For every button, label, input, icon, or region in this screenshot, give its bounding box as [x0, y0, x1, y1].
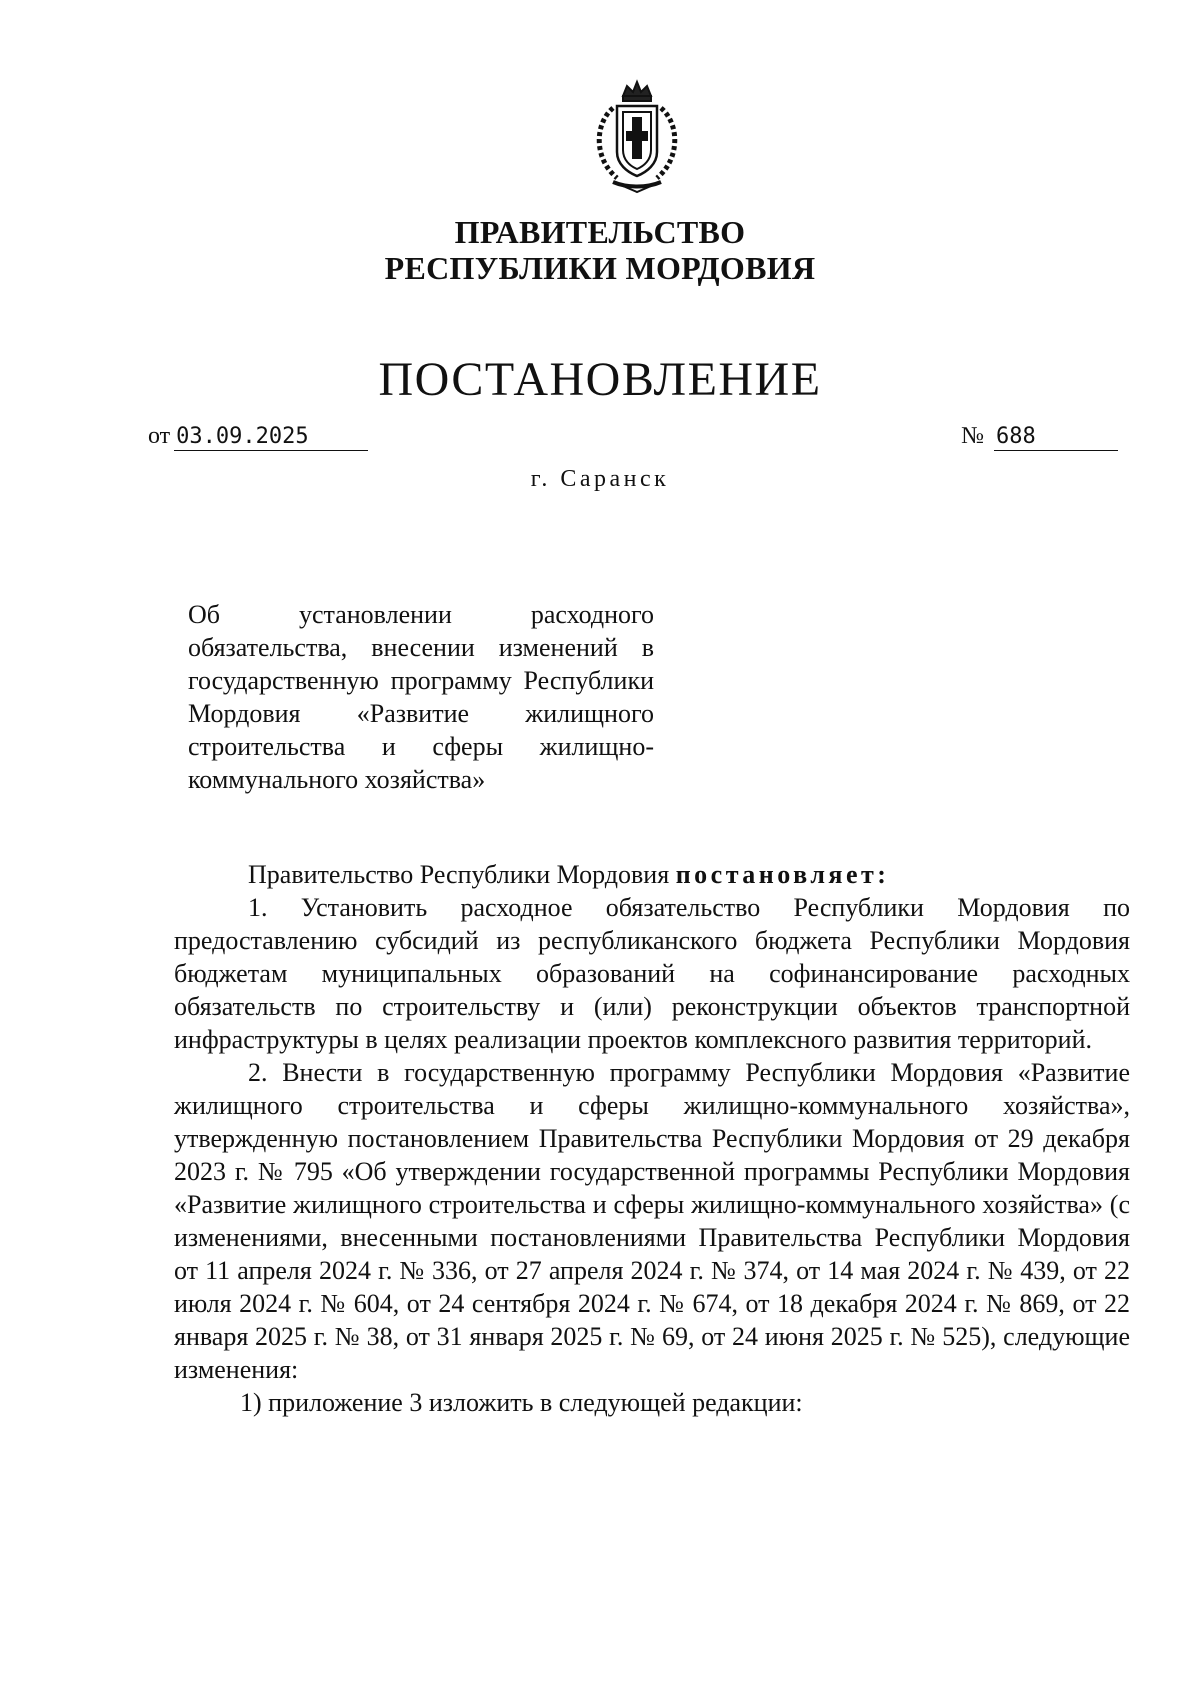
intro-text: Правительство Республики Мордовия	[248, 860, 670, 889]
date-prefix: от	[148, 423, 171, 449]
paragraph-2: 2. Внести в государственную программу Республики Мордовия «Развитие жилищного строительства и сферы жилищно-коммунального хозяйства», утвержденную постановлением Правительства Республики Мордовия от 29 декабря 2023 г. № 795 «Об утверждении государственной программы Республики Мордовия «Развитие жилищного строительства и сферы жилищно-коммунального хозяйства» (с изменениями, внесенными постановлениями Правительства Республики Мордовия от 11 апреля 2024 г. № 336, от 27 апреля 2024 г. № 374, от 14 мая 2024 г. № 439, от 22 июля 2024 г. № 604, от 24 сентября 2024 г. № 674, от 18 декабря 2024 г. № 869, от 22 января 2025 г. № 38, от 31 января 2025 г. № 69, от 24 июня 2025 г. № 525), следующие изменения:	[174, 1058, 1130, 1384]
government-title-line-2: РЕСПУБЛИКИ МОРДОВИЯ	[384, 250, 816, 286]
paragraph-3: 1) приложение 3 изложить в следующей редакции:	[240, 1388, 803, 1417]
document-body	[174, 858, 1130, 1419]
coat-of-arms-emblem	[583, 78, 691, 196]
city-name: г. Саранск	[530, 466, 670, 492]
document-date: 03.09.2025	[174, 424, 368, 451]
document-subject: Об установлении расходного обязательства, внесении изменений в государственную программу Республики Мордовия «Развитие жилищного строительства и сферы жилищно-коммунального хозяйства»	[188, 600, 654, 794]
document-type-title: ПОСТАНОВЛЕНИЕ	[378, 353, 822, 406]
body-intro	[174, 858, 1130, 891]
decree-word: постановляет:	[675, 860, 890, 889]
government-title-line-1: ПРАВИТЕЛЬСТВО	[454, 214, 746, 250]
number-prefix: №	[961, 423, 984, 449]
date-line	[148, 423, 368, 451]
document-number: 688	[994, 424, 1118, 451]
paragraph-1: 1. Установить расходное обязательство Республики Мордовия по предоставлению субсидий из республиканского бюджета Республики Мордовия бюджетам муниципальных образований на софинансирование расходных обязательств по строительству и (или) реконструкции объектов транспортной инфраструктуры в целях реализации проектов комплексного развития территорий.	[174, 893, 1130, 1054]
number-line	[961, 423, 1118, 451]
